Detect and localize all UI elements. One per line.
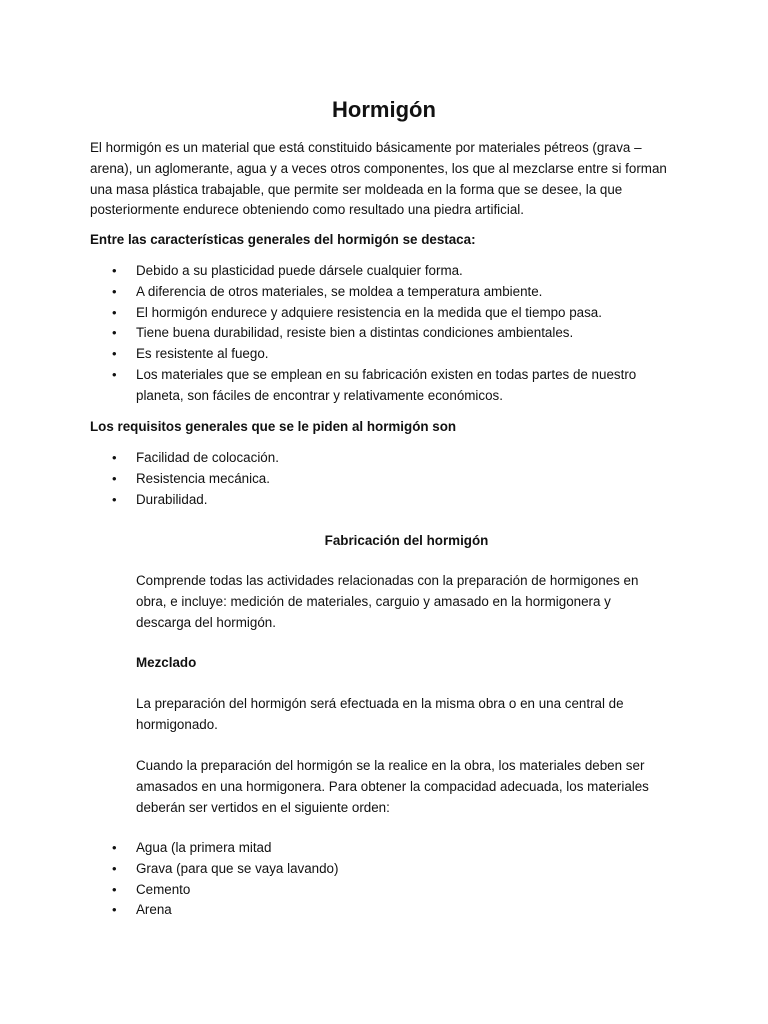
list-item: • A diferencia de otros materiales, se moldea a temperatura ambiente.: [90, 282, 680, 303]
requirements-list: [90, 448, 680, 510]
fabrication-paragraph: Comprende todas las actividades relacionadas con la preparación de hormigones en obra, e incluye: medición de materiales, carguio y amasado en la hormigonera y descarga del hormigón.: [136, 573, 639, 630]
bullet-icon: •: [112, 840, 117, 855]
list-item: • Cemento: [90, 880, 680, 901]
list-item: • Tiene buena durabilidad, resiste bien a distintas condiciones ambientales.: [90, 323, 680, 344]
list-item: • Los materiales que se emplean en su fabricación existen en todas partes de nuestro planeta, son fáciles de encontrar y relativamente económicos.: [112, 366, 637, 403]
list-item: • Facilidad de colocación.: [90, 448, 680, 469]
requirements-heading: Los requisitos generales que se le piden al hormigón son: [90, 419, 457, 434]
bullet-icon: •: [112, 325, 117, 341]
bullet-icon: •: [112, 263, 117, 278]
characteristics-heading: Entre las características generales del hormigón se destaca:: [90, 232, 476, 247]
list-item: • Agua (la primera mitad: [90, 838, 680, 859]
bullet-icon: •: [112, 491, 117, 507]
mixing-paragraph-2: Cuando la preparación del hormigón se la realice en la obra, los materiales deben ser amasados en una hormigonera. Para obtener la compacidad adecuada, los materiales deberán ser vertidos en el siguiente orden:: [136, 758, 649, 815]
list-item: • Debido a su plasticidad puede dársele cualquier forma.: [90, 261, 680, 282]
list-item: • Arena: [90, 900, 680, 921]
mixing-paragraph-1: La preparación del hormigón será efectuada en la misma obra o en una central de hormigonado.: [136, 696, 624, 732]
order-list: [90, 838, 680, 921]
bullet-icon: •: [112, 304, 117, 320]
list-item: • El hormigón endurece y adquiere resistencia en la medida que el tiempo pasa.: [90, 303, 680, 324]
list-item: • Resistencia mecánica.: [90, 469, 680, 490]
list-item: • Grava (para que se vaya lavando): [90, 859, 680, 880]
bullet-icon: •: [112, 346, 117, 362]
bullet-icon: •: [112, 902, 117, 918]
mixing-heading: Mezclado: [136, 655, 197, 670]
characteristics-list: [90, 261, 680, 407]
fabrication-heading: Fabricación del hormigón: [324, 533, 489, 548]
bullet-icon: •: [112, 450, 117, 465]
bullet-icon: •: [112, 283, 117, 299]
intro-paragraph: El hormigón es un material que está constituido básicamente por materiales pétreos (grava – arena), un aglomerante, agua y a veces otros componentes, los que al mezclarse entre si forman una masa plástica trabajable, que permite ser moldeada en la forma que se desee, la que posteriormente endurece obteniendo como resultado una piedra artificial.: [90, 140, 667, 218]
bullet-icon: •: [112, 470, 117, 486]
bullet-icon: •: [112, 860, 117, 876]
list-item: • Durabilidad.: [90, 490, 680, 511]
bullet-icon: •: [112, 366, 117, 382]
list-item: • Es resistente al fuego.: [90, 344, 680, 365]
document-title: Hormigón: [332, 97, 436, 122]
bullet-icon: •: [112, 881, 117, 897]
